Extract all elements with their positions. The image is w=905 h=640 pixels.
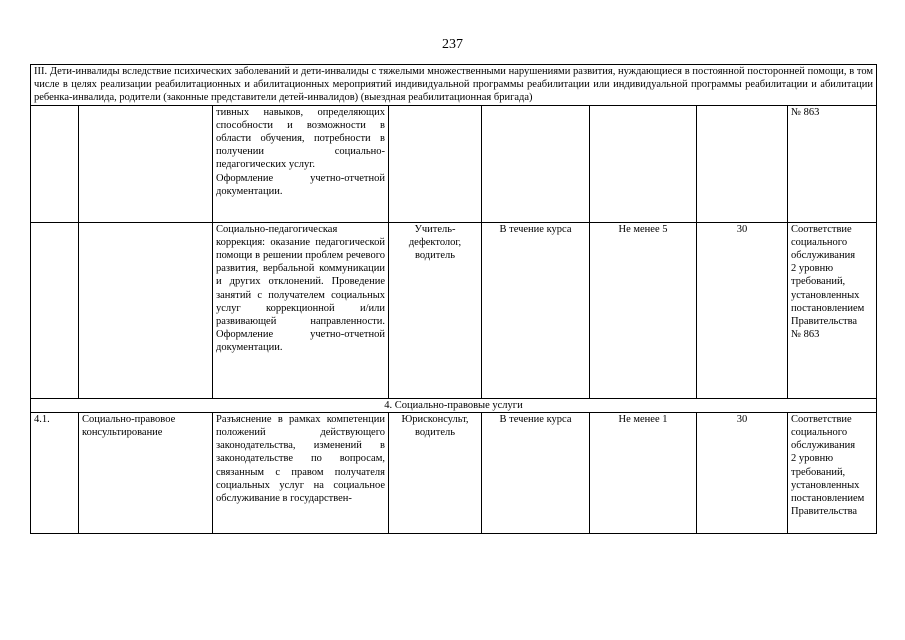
service-name-cell [79,105,213,222]
table-row [31,105,877,222]
service-description-cell: Разъяснение в рамках компетенции положений действующего законодательства, изменений в законодательстве по вопросам, связанным с правом получателя социальных услуг на социальное обслуживание в государствен- [213,412,389,533]
number-cell: 30 [697,412,788,533]
count-cell: Не менее 5 [590,222,697,398]
page-number: 237 [442,37,463,52]
staff-cell [389,105,482,222]
subsection-heading-row [31,398,877,412]
service-name-cell [79,222,213,398]
services-table [30,64,877,534]
period-cell: В течение курса [482,222,590,398]
section-heading-row [31,65,877,106]
period-cell: В течение курса [482,412,590,533]
row-number-cell [31,222,79,398]
service-description-cell: тивных навыков, определяющих способности и возможности в области обучения, потребности в получении социально-педагогических услуг. Оформление учетно-отчетной документации. [213,105,389,222]
row-number-cell: 4.1. [31,412,79,533]
row-number-cell [31,105,79,222]
table-row [31,222,877,398]
count-cell [590,105,697,222]
standard-cell: № 863 [788,105,877,222]
service-description-cell: Социально-педагогическая коррекция: оказание педагогической помощи в решении проблем речевого развития, вербальной коммуникации и других отклонений. Проведение занятий с получателем социальных услуг коррекционной и/или развивающей направленности. Оформление учетно-отчетной документации. [213,222,389,398]
staff-cell: Юрисконсульт, водитель [389,412,482,533]
period-cell [482,105,590,222]
staff-cell: Учитель-дефектолог, водитель [389,222,482,398]
count-cell: Не менее 1 [590,412,697,533]
number-cell [697,105,788,222]
service-name-cell: Социально-правовое консультирование [79,412,213,533]
standard-cell: Соответствие социального обслуживания 2 уровню требований, установленных постановлением Правительства [788,412,877,533]
number-cell: 30 [697,222,788,398]
subsection-heading: 4. Социально-правовые услуги [31,398,877,412]
table-row [31,412,877,533]
section-heading: III. Дети-инвалиды вследствие психических заболеваний и дети-инвалиды с тяжелыми множественными нарушениями развития, нуждающиеся в постоянной посторонней помощи, в том числе в целях реализации реабилитационных и абилитационных мероприятий индивидуальной программы реабилитации или индивидуальной программы реабилитации и абилитации ребенка-инвалида, родители (законные представители детей-инвалидов) (выездная реабилитационная бригада) [31,65,877,106]
standard-cell: Соответствие социального обслуживания 2 уровню требований, установленных постановлением Правительства № 863 [788,222,877,398]
